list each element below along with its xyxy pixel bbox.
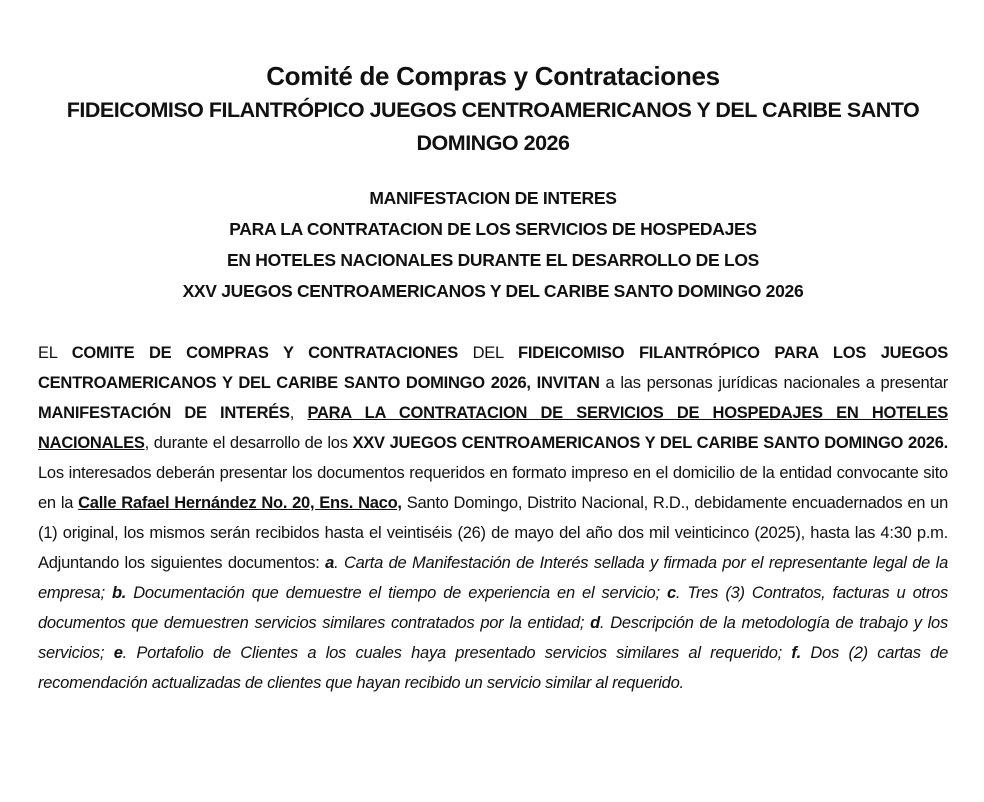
- subject-line-4: XXV JUEGOS CENTROAMERICANOS Y DEL CARIBE SANTO DOMINGO 2026: [182, 281, 804, 301]
- item-text-e: . Portafolio de Clientes a los cuales haya presentado servicios similares al requerido;: [122, 644, 792, 662]
- item-letter-c: c: [666, 584, 676, 602]
- text-run: EL: [38, 344, 72, 362]
- committee-title: Comité de Compras y Contrataciones: [266, 61, 720, 91]
- item-letter-b: b.: [111, 584, 127, 602]
- text-run: a las personas jurídicas nacionales a presentar: [599, 374, 948, 392]
- address: Calle Rafael Hernández No. 20, Ens. Naco,: [78, 494, 402, 512]
- text-run: Santo Domingo, Distrito Nacional, R.D., debidamente encuadernados en un (1) original, los mismos serán recibidos hasta el veintiséis (26) de mayo del año dos mil veinticinco (2025), hasta las 4:30 p.m. Adjuntando los siguientes documentos:: [38, 494, 948, 572]
- subject-line-2: PARA LA CONTRATACION DE LOS SERVICIOS DE HOSPEDAJES: [229, 219, 757, 239]
- item-text-d: . Descripción de la metodología de trabajo y los servicios;: [38, 614, 948, 662]
- text-run: Los interesados deberán presentar los documentos requeridos en formato impreso en el domicilio de la entidad convocante sito en la: [38, 464, 948, 512]
- item-text-c: . Tres (3) Contratos, facturas u otros documentos que demuestren servicios similares contratados por la entidad;: [38, 584, 949, 632]
- item-letter-a: a: [325, 554, 335, 572]
- item-letter-f: f.: [791, 644, 801, 662]
- committee-name: COMITE DE COMPRAS Y CONTRATACIONES: [71, 344, 458, 362]
- item-text-a: . Carta de Manifestación de Interés sellada y firmada por el representante legal de la empresa;: [38, 554, 948, 602]
- item-text-b: Documentación que demuestre el tiempo de experiencia en el servicio;: [126, 584, 667, 602]
- service-description: PARA LA CONTRATACION DE SERVICIOS DE HOSPEDAJES EN HOTELES NACIONALES: [38, 404, 949, 452]
- games-name: XXV JUEGOS CENTROAMERICANOS Y DEL CARIBE SANTO DOMINGO 2026.: [352, 434, 948, 452]
- text-run: DEL: [457, 344, 518, 362]
- subject-line-3: EN HOTELES NACIONALES DURANTE EL DESARROLLO DE LOS: [226, 250, 760, 270]
- item-text-f: Dos (2) cartas de recomendación actualizadas de clientes que hayan recibido un servicio similar al requerido.: [38, 644, 948, 692]
- body-paragraph: [38, 338, 948, 698]
- subject-heading: [38, 183, 948, 307]
- item-letter-d: d: [590, 614, 600, 632]
- subject-line-1: MANIFESTACION DE INTERES: [369, 188, 617, 208]
- trust-name: FIDEICOMISO FILANTRÓPICO PARA LOS JUEGOS CENTROAMERICANOS Y DEL CARIBE SANTO DOMINGO 2026, INVITAN: [38, 344, 948, 392]
- item-letter-e: e: [113, 644, 123, 662]
- text-run: ,: [289, 404, 308, 422]
- manifest-label: MANIFESTACIÓN DE INTERÉS: [38, 404, 290, 422]
- text-run: , durante el desarrollo de los: [144, 434, 353, 452]
- entity-title: FIDEICOMISO FILANTRÓPICO JUEGOS CENTROAMERICANOS Y DEL CARIBE SANTO DOMINGO 2026: [66, 98, 920, 155]
